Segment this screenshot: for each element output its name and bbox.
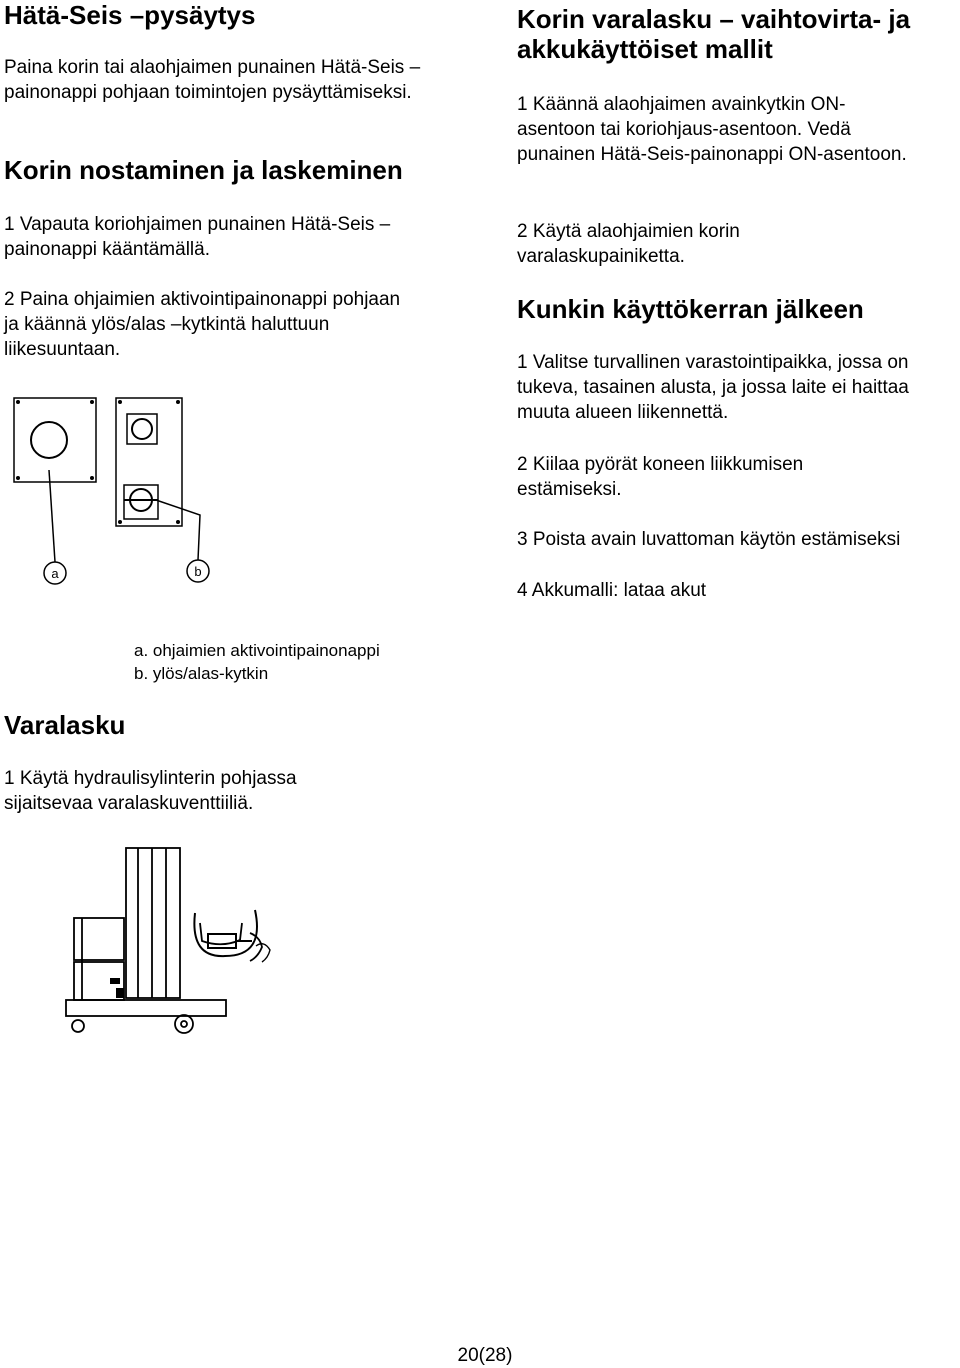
raise-lower-step-1: 1 Vapauta koriohjaimen punainen Hätä-Seis –painonappi kääntämällä. [4,214,391,260]
updown-switch [124,485,158,519]
valve-icon [208,934,236,948]
legend-b: b. ylös/alas-kytkin [134,664,269,683]
after-use-step-4: 4 Akkumalli: lataa akut [517,580,707,601]
legend-a: a. ohjaimien aktivointipainonappi [134,641,380,660]
after-use-step-3: 3 Poista avain luvattoman käytön estämiseksi [517,529,901,550]
heading-after-use: Kunkin käyttökerran jälkeen [517,294,864,324]
ac-battery-step-2: 2 Käytä alaohjaimien korin varalaskupainiketta. [517,221,740,267]
wheel [175,1015,193,1033]
heading-emergency-lowering: Varalasku [4,710,126,740]
emergency-stop-text: Paina korin tai alaohjaimen punainen Hätä-Seis –painonappi pohjaan toimintojen pysäyttämiseksi. [4,57,421,103]
after-use-step-2: 2 Kiilaa pyörät koneen liikkumisen estämiseksi. [517,454,804,500]
callout-b-label: b [194,564,202,579]
control-box-figure [0,390,240,590]
lift-valve-figure [60,838,320,1038]
base [66,1000,226,1016]
page-number: 20(28) [457,1345,513,1366]
callout-a-label: a [51,566,59,581]
heading-ac-battery-lowering: Korin varalasku – vaihtovirta- ja akkukäyttöiset mallit [517,4,911,64]
emergency-lowering-step-1: 1 Käytä hydraulisylinterin pohjassa sijaitsevaa varalaskuventtiiliä. [4,768,297,814]
button-panel [14,398,96,482]
after-use-step-1: 1 Valitse turvallinen varastointipaikka, jossa on tukeva, tasainen alusta, ja jossa laite ei haittaa muuta alueen liikennettä. [517,352,909,423]
mast [126,848,180,998]
raise-lower-step-2: 2 Paina ohjaimien aktivointipainonappi pohjaan ja käännä ylös/alas –kytkintä haluttuun liikesuuntaan. [4,289,401,360]
ac-battery-step-1: 1 Käännä alaohjaimen avainkytkin ON-asentoon tai koriohjaus-asentoon. Vedä punainen Hätä-Seis-painonappi ON-asentoon. [517,94,907,165]
heading-raise-lower: Korin nostaminen ja laskeminen [4,155,403,185]
activation-button-icon [31,422,67,458]
heading-emergency-stop: Hätä-Seis –pysäytys [4,0,256,30]
